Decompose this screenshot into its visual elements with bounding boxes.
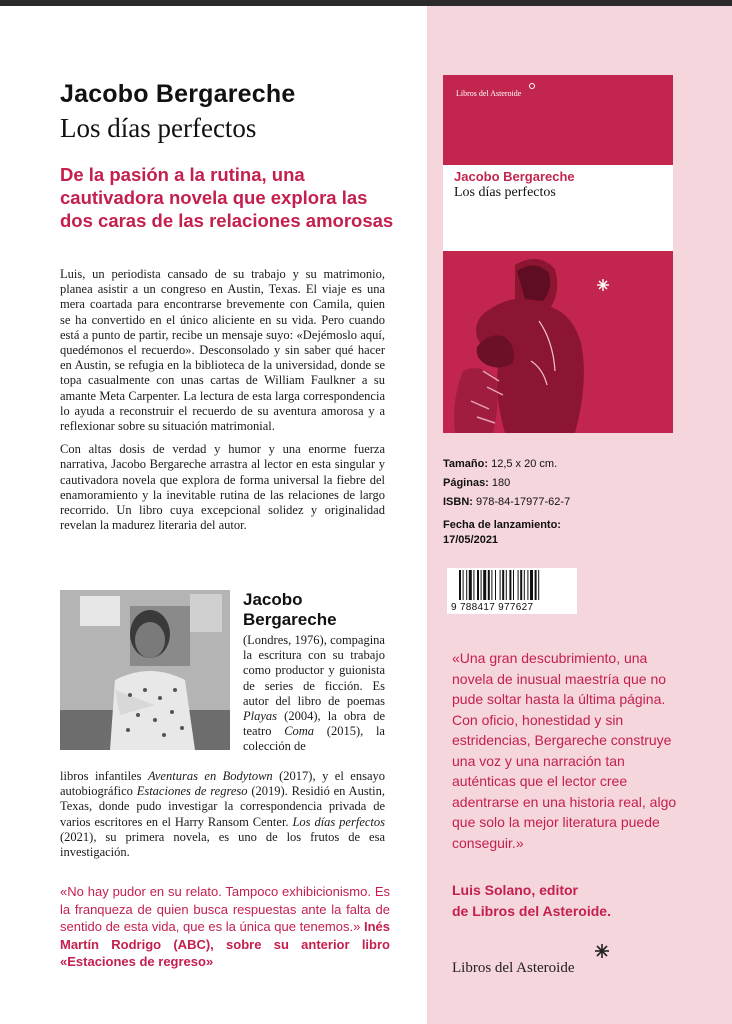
- quote-right-attribution: [452, 880, 692, 922]
- cover-title: Los días perfectos: [454, 185, 556, 200]
- spec-pages-label: Páginas:: [443, 477, 489, 489]
- spec-size-label: Tamaño:: [443, 458, 489, 470]
- bio-author-name: [243, 590, 337, 630]
- spec-size: [443, 455, 570, 474]
- cover-dot-icon: [529, 83, 535, 89]
- bio-text-part: (2019). Residió en Austin, Texas, donde pudo investigar la correspondencia privada de varios escritores en el Harry Ransom Center.: [60, 784, 386, 829]
- bio-work-title: Estaciones de regreso: [136, 784, 248, 799]
- book-author: Jacobo Bergareche: [60, 80, 296, 108]
- book-tagline: De la pasión a la rutina, una cautivadora novela que explora las dos caras de las relaciones amorosas: [60, 164, 394, 231]
- book-specs: [443, 455, 570, 512]
- book-cover: [443, 75, 673, 433]
- quote-right-by-line-2: de Libros del Asteroide.: [452, 903, 611, 919]
- spec-isbn-value: 978-84-17977-62-7: [472, 496, 571, 508]
- release-date: [443, 518, 561, 548]
- cover-author: Jacobo Bergareche: [454, 169, 575, 184]
- bio-text-part: libros infantiles: [60, 769, 148, 783]
- synopsis-paragraph-2: Con altas dosis de verdad y humor y una enorme fuerza narrativa, Jacobo Bergareche arrastra al lector en esta singular y cautivadora novela que explora de forma universal la fiebre del enamoramiento y la inevitable rutina de las relaciones de largo recorrido. Un libro cuya excepcional solidez y originalidad revelan la madurez literaria del autor.: [60, 442, 385, 533]
- quote-left-text: «No hay pudor en su relato. Tampoco exhibicionismo. Es la franqueza de quien busca respuestas ante la falta de sentido de esta vida, que es la única que tenemos.»: [60, 884, 390, 934]
- barcode-icon: [447, 568, 577, 602]
- spec-pages-value: 180: [488, 477, 511, 489]
- spec-isbn-label: ISBN:: [443, 496, 473, 508]
- publisher-logo: Libros del Asteroide: [452, 960, 575, 976]
- bio-work-title: Coma: [284, 724, 315, 739]
- bio-text-part: (2015), la colección de: [243, 724, 385, 754]
- quote-left-attribution: Inés Martín Rodrigo (ABC), sobre su anterior libro «Estaciones de regreso»: [60, 919, 390, 969]
- book-title: Los días perfectos: [60, 113, 257, 143]
- release-date-label: Fecha de lanzamiento:: [443, 519, 561, 531]
- synopsis: [60, 267, 385, 541]
- bio-work-title: Playas: [243, 709, 278, 724]
- synopsis-paragraph-1: Luis, un periodista cansado de su trabajo y su matrimonio, planea asistir a un congreso en Austin, Texas. El viaje es una mera coartada para encontrarse brevemente con Camila, quien se ha convertido en el único aliciente en su vida. Pero cuando está a punto de partir, recibe un mensaje suyo: «Dejémoslo aquí, quedémonos el recuerdo». Desconsolado y sin saber qué hacer en Austin, se refugia en la biblioteca de la universidad, donde se topa casualmente con unas cartas de William Faulkner a su amante Meta Carpenter. La lectura de esta larga correspondencia lo ayuda a reconstruir el recuerdo de su aventura amorosa y a reflexionar sobre su situación matrimonial.: [60, 267, 385, 434]
- bio-name-line-2: Bergareche: [243, 610, 337, 629]
- barcode: [447, 568, 577, 614]
- bio-text-part: (Londres, 1976), compagina la escritura con su trabajo como productor y guionista de series de ficción. Es autor del libro de poemas: [243, 633, 385, 708]
- release-date-value: 17/05/2021: [443, 534, 499, 546]
- bio-work-title: Aventuras en Bodytown: [147, 769, 273, 783]
- quote-right-by-line-1: Luis Solano, editor: [452, 882, 579, 898]
- spec-size-value: 12,5 x 20 cm.: [488, 458, 558, 470]
- bio-text-part: (2004), la obra de teatro: [243, 709, 385, 739]
- quote-left: [60, 883, 390, 971]
- bio-text-continued: [60, 769, 385, 860]
- barcode-number: 9 788417 977627: [451, 602, 534, 613]
- cover-publisher: Libros del Asteroide: [456, 89, 522, 98]
- bio-name-line-1: Jacobo: [243, 590, 303, 609]
- spec-pages: [443, 474, 570, 493]
- spec-isbn: [443, 493, 570, 512]
- asterisk-star-icon: [595, 944, 609, 958]
- author-photo: [60, 590, 230, 750]
- bio-text: [243, 633, 385, 755]
- bio-text-part: (2017), y el ensayo autobiográfico: [60, 769, 385, 799]
- cover-asterisk-icon: [597, 279, 609, 291]
- bio-text-part: (2021), su primera novela, es uno de los frutos de esa investigación.: [60, 829, 385, 860]
- quote-right: «Una gran descubrimiento, una novela de inusual maestría que no pude soltar hasta la última página. Con oficio, honestidad y sin estridencias, Bergareche construye una voz y una narración tan auténticas que el lector cree adentrarse en una historia real, algo que solo la mejor literatura puede conseguir.»: [452, 650, 677, 851]
- cover-illustration: [443, 251, 673, 433]
- bio-work-title: Los días perfectos: [292, 814, 385, 829]
